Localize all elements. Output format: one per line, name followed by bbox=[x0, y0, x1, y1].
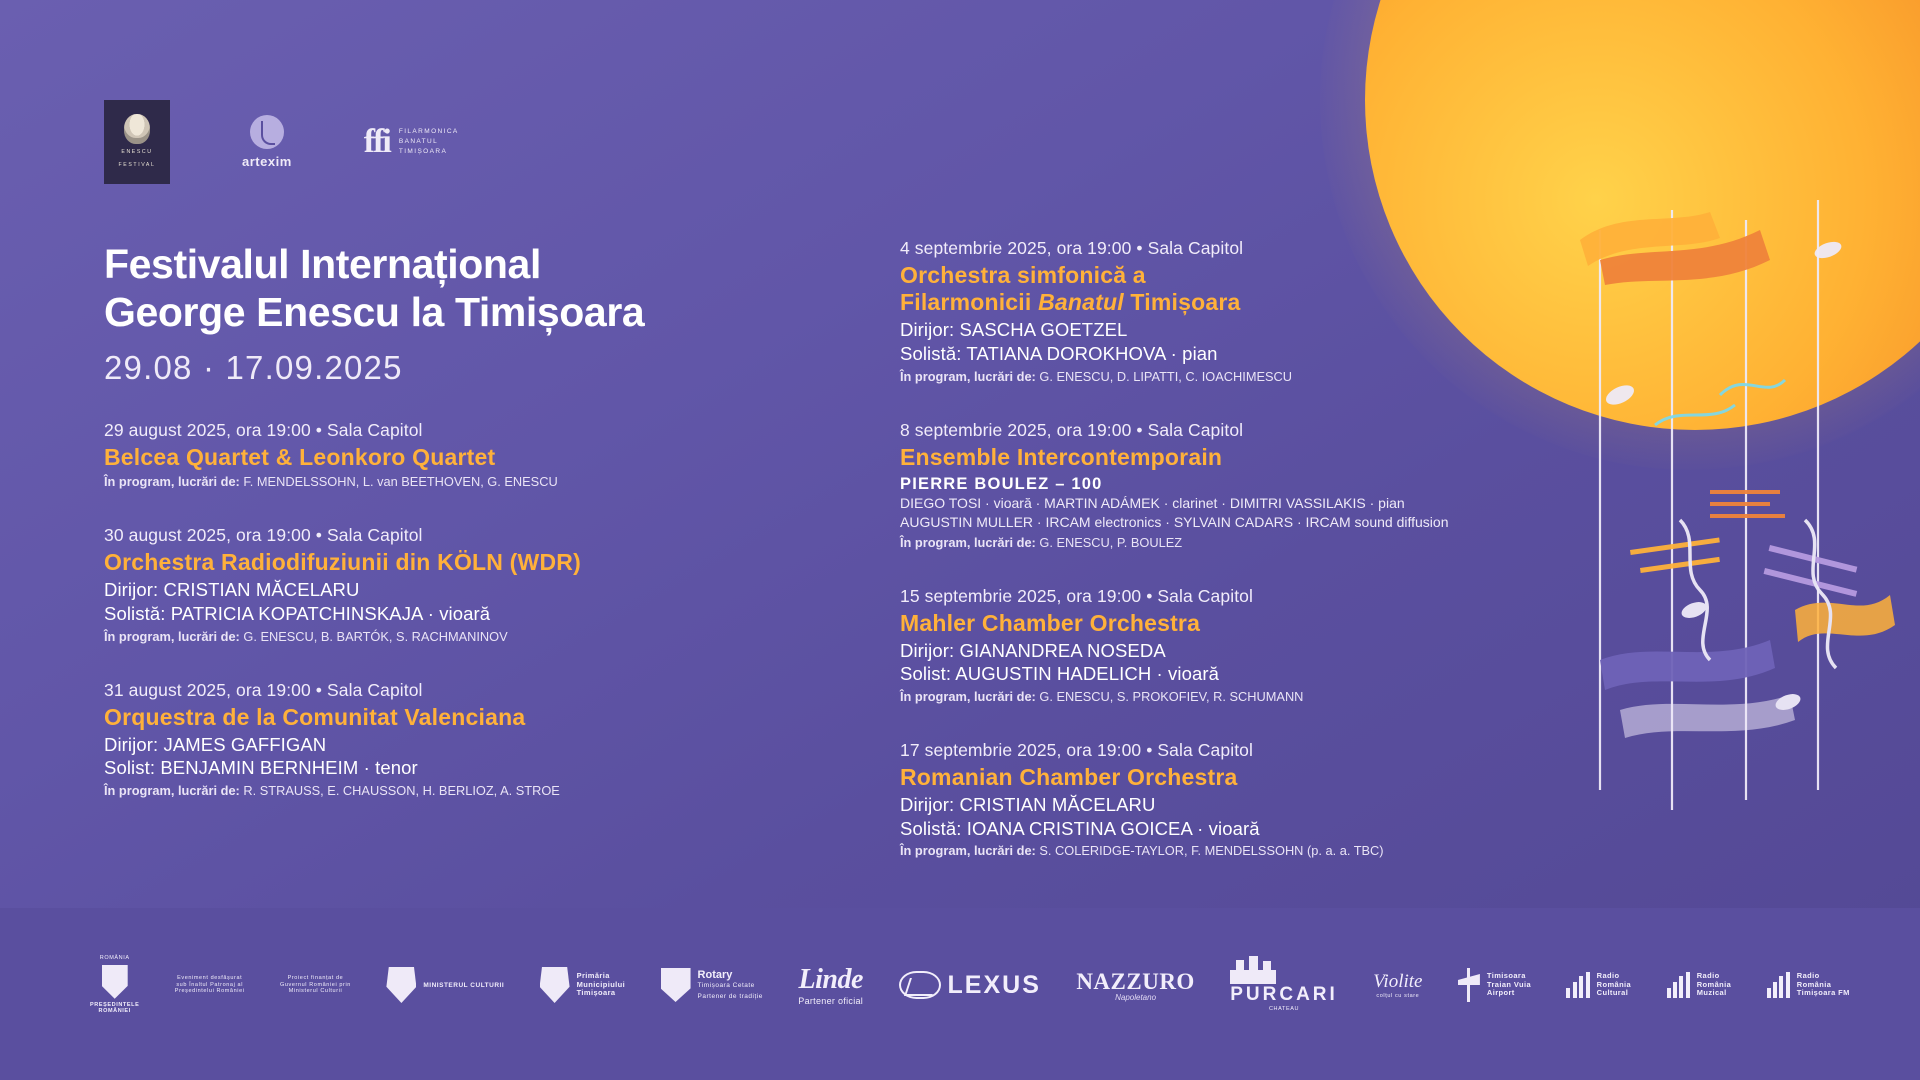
event-title: Romanian Chamber Orchestra bbox=[900, 763, 1238, 790]
artexim-logo bbox=[242, 115, 292, 169]
sponsor-government-note bbox=[280, 975, 351, 994]
rrm-line-2: România bbox=[1696, 979, 1732, 989]
sponsor-rotary bbox=[661, 968, 763, 1002]
rrm-line-1: Radio bbox=[1696, 970, 1720, 980]
presidency-line-3: ROMÂNIEI bbox=[98, 1008, 131, 1015]
event-title-line-2-italic: Banatul bbox=[1038, 289, 1124, 316]
primaria-line-3: Timișoara bbox=[576, 988, 616, 998]
rrt-line-1: Radio bbox=[1796, 970, 1820, 980]
sponsor-radio-romania-cultural bbox=[1566, 972, 1631, 999]
event-program bbox=[900, 689, 1600, 704]
rotary-line-2: Timișoara Cetate bbox=[697, 981, 755, 989]
government-line-1: Proiect finanțat de bbox=[287, 975, 344, 982]
enescu-logo-caption-2: FESTIVAL bbox=[118, 162, 156, 168]
rrm-line-3: Muzical bbox=[1696, 988, 1727, 998]
nazzuro-wordmark: NAZZURO bbox=[1076, 968, 1195, 994]
event-soloist: Solistă: TATIANA DOROKHOVA · pian bbox=[900, 342, 1218, 364]
patronage-line-3: Președintelui României bbox=[174, 988, 245, 995]
violite-wordmark: Violite bbox=[1373, 970, 1423, 992]
primaria-crest-icon bbox=[540, 967, 570, 1003]
events-column-left bbox=[104, 420, 804, 834]
presidency-country: ROMÂNIA bbox=[99, 955, 130, 962]
event-title: Ensemble Intercontemporain bbox=[900, 443, 1223, 470]
event-program bbox=[104, 474, 804, 489]
event-program bbox=[104, 783, 804, 798]
event-soloist: Solistă: PATRICIA KOPATCHINSKAJA · vioară bbox=[104, 602, 491, 624]
artexim-logo-label: artexim bbox=[242, 154, 292, 169]
rrt-line-2: România bbox=[1796, 979, 1832, 989]
event-conductor: Dirijor: JAMES GAFFIGAN bbox=[104, 733, 327, 755]
sponsor-radio-romania-muzical bbox=[1667, 972, 1732, 999]
linde-partner-label: Partener oficial bbox=[798, 996, 864, 1007]
nazzuro-tagline: Napoletano bbox=[1115, 992, 1157, 1002]
government-line-3: Ministerul Culturii bbox=[288, 988, 343, 995]
airport-line-1: Timisoara bbox=[1486, 970, 1526, 980]
violite-tagline: colțul cu stare bbox=[1376, 992, 1420, 999]
event-when: 31 august 2025, ora 19:00 • Sala Capitol bbox=[104, 679, 423, 700]
primaria-line-1: Primăria bbox=[576, 970, 610, 980]
purcari-castle-icon bbox=[1230, 958, 1276, 984]
presidency-line-2: PREȘEDINTELE bbox=[90, 1001, 140, 1008]
event-subtitle: PIERRE BOULEZ – 100 bbox=[900, 474, 1103, 493]
filarmonica-line-1: FILARMONICA bbox=[398, 127, 459, 135]
sponsor-lexus bbox=[899, 971, 1041, 1000]
event-program-label: În program, lucrări de: bbox=[104, 474, 240, 490]
airplane-icon bbox=[1458, 968, 1480, 1002]
event-soloist: Solist: BENJAMIN BERNHEIM · tenor bbox=[104, 757, 418, 779]
event-program-label: În program, lucrări de: bbox=[900, 688, 1036, 704]
event-title: Orquestra de la Comunitat Valenciana bbox=[104, 703, 526, 730]
event-program-works: G. ENESCU, D. LIPATTI, C. IOACHIMESCU bbox=[1035, 368, 1293, 384]
event-item bbox=[900, 420, 1600, 550]
radio-romania-bars-icon bbox=[1566, 972, 1589, 998]
sponsor-presidency-romania bbox=[90, 955, 139, 1014]
sponsor-radio-romania-timisoara-fm bbox=[1767, 972, 1850, 999]
filarmonica-banatul-logo bbox=[364, 125, 459, 159]
event-program bbox=[900, 843, 1600, 858]
event-program-works: G. ENESCU, S. PROKOFIEV, R. SCHUMANN bbox=[1035, 688, 1304, 704]
sponsor-strip bbox=[0, 908, 1920, 1080]
sponsor-primaria-timisoara bbox=[540, 967, 626, 1003]
title-line-1: Festivalul Internațional bbox=[104, 241, 541, 287]
event-program-works: R. STRAUSS, E. CHAUSSON, H. BERLIOZ, A. STROE bbox=[239, 783, 560, 799]
events-column-right bbox=[900, 238, 1600, 894]
event-title: Mahler Chamber Orchestra bbox=[900, 609, 1201, 636]
rrt-line-3: Timișoara FM bbox=[1796, 988, 1850, 998]
event-when: 30 august 2025, ora 19:00 • Sala Capitol bbox=[104, 525, 423, 546]
filarmonica-line-2: BANATUL bbox=[398, 137, 439, 145]
filarmonica-line-3: TIMIȘOARA bbox=[398, 148, 448, 156]
coat-of-arms-icon bbox=[102, 965, 128, 999]
event-program-label: În program, lucrări de: bbox=[900, 534, 1036, 550]
event-when: 8 septembrie 2025, ora 19:00 • Sala Capitol bbox=[900, 419, 1244, 440]
artexim-disc-icon bbox=[250, 115, 284, 149]
rotary-line-3: Partener de tradiție bbox=[697, 993, 763, 1001]
event-title bbox=[900, 262, 1600, 316]
event-program-works: G. ENESCU, P. BOULEZ bbox=[1035, 534, 1183, 550]
event-program-label: În program, lucrări de: bbox=[900, 843, 1036, 859]
rrc-line-2: România bbox=[1596, 979, 1632, 989]
sponsor-violite bbox=[1373, 971, 1422, 1000]
enescu-portrait-icon bbox=[124, 114, 150, 144]
event-item bbox=[900, 586, 1600, 704]
rrc-line-3: Cultural bbox=[1596, 988, 1629, 998]
radio-romania-bars-icon bbox=[1767, 972, 1790, 998]
enescu-logo-caption-1: ENESCU bbox=[121, 149, 153, 156]
patronage-line-1: Eveniment desfășurat bbox=[177, 975, 243, 982]
patronage-line-2: sub Înaltul Patronaj al bbox=[176, 981, 244, 988]
sponsor-ministry-of-culture bbox=[386, 967, 504, 1003]
filarmonica-logo-text bbox=[399, 127, 459, 157]
event-item bbox=[104, 525, 804, 643]
event-program-label: În program, lucrări de: bbox=[104, 628, 240, 644]
event-when: 15 septembrie 2025, ora 19:00 • Sala Capitol bbox=[900, 585, 1253, 606]
event-title-line-2a: Filarmonicii bbox=[900, 289, 1039, 316]
sponsor-nazzuro bbox=[1076, 968, 1195, 1003]
event-item bbox=[104, 680, 804, 798]
primaria-line-2: Municipiului bbox=[576, 979, 626, 989]
top-logo-bar bbox=[104, 100, 459, 184]
event-title: Orchestra Radiodifuziunii din KÖLN (WDR) bbox=[104, 549, 581, 576]
event-item bbox=[900, 740, 1600, 858]
event-conductor: Dirijor: GIANANDREA NOSEDA bbox=[900, 639, 1166, 661]
decorative-strings-artwork bbox=[1560, 190, 1920, 870]
rrc-line-1: Radio bbox=[1596, 970, 1620, 980]
festival-dates: 29.08 · 17.09.2025 bbox=[104, 348, 403, 386]
event-conductor: Dirijor: CRISTIAN MĂCELARU bbox=[900, 794, 1156, 816]
event-title-line-2b: Timișoara bbox=[1123, 289, 1241, 316]
event-program bbox=[104, 629, 804, 644]
event-when: 17 septembrie 2025, ora 19:00 • Sala Capitol bbox=[900, 739, 1253, 760]
enescu-festival-logo bbox=[104, 100, 170, 184]
event-soloist: Solistă: IOANA CRISTINA GOICEA · vioară bbox=[900, 817, 1260, 839]
event-title-line-1: Orchestra simfonică a bbox=[900, 262, 1146, 288]
event-program-works: S. COLERIDGE-TAYLOR, F. MENDELSSOHN (p. a. a. TBC) bbox=[1035, 843, 1384, 859]
rotary-line-1: Rotary bbox=[697, 968, 733, 981]
event-when: 29 august 2025, ora 19:00 • Sala Capitol bbox=[104, 420, 423, 440]
filarmonica-monogram-icon: ffi bbox=[363, 123, 390, 160]
event-performers-line-2: AUGUSTIN MULLER · IRCAM electronics · SYLVAIN CADARS · IRCAM sound diffusion bbox=[900, 513, 1449, 530]
purcari-wordmark: PURCARI bbox=[1230, 983, 1338, 1005]
page-title bbox=[104, 240, 864, 337]
rotary-wheel-icon bbox=[661, 968, 691, 1002]
ministry-of-culture-label: MINISTERUL CULTURII bbox=[423, 981, 505, 989]
event-title: Belcea Quartet & Leonkoro Quartet bbox=[104, 444, 496, 470]
event-conductor: Dirijor: CRISTIAN MĂCELARU bbox=[104, 579, 360, 601]
title-line-2: George Enescu la Timișoara bbox=[104, 289, 645, 336]
event-program bbox=[900, 535, 1600, 550]
linde-wordmark: Linde bbox=[798, 964, 863, 996]
sponsor-linde bbox=[798, 963, 863, 1007]
festival-headline bbox=[104, 240, 864, 387]
lexus-wordmark: LEXUS bbox=[947, 970, 1041, 999]
event-program bbox=[900, 369, 1600, 384]
event-item bbox=[900, 238, 1600, 384]
sponsor-patronage-note bbox=[175, 975, 245, 994]
event-soloist: Solist: AUGUSTIN HADELICH · vioară bbox=[900, 663, 1220, 685]
government-line-2: Guvernul României prin bbox=[279, 981, 351, 988]
lexus-logo-icon bbox=[899, 971, 941, 999]
radio-romania-bars-icon bbox=[1667, 972, 1690, 998]
event-program-works: G. ENESCU, B. BARTÓK, S. RACHMANINOV bbox=[239, 628, 508, 644]
event-performers-line-1: DIEGO TOSI · vioară · MARTIN ADÁMEK · clarinet · DIMITRI VASSILAKIS · pian bbox=[900, 494, 1405, 511]
event-item bbox=[104, 420, 804, 489]
airport-line-2: Traian Vuia bbox=[1486, 979, 1532, 989]
sponsor-timisoara-airport bbox=[1458, 968, 1531, 1002]
ministry-crest-icon bbox=[386, 967, 416, 1003]
airport-line-3: Airport bbox=[1486, 988, 1515, 998]
event-program-works: F. MENDELSSOHN, L. van BEETHOVEN, G. ENESCU bbox=[239, 474, 558, 490]
event-program-label: În program, lucrări de: bbox=[104, 783, 240, 799]
sponsor-purcari bbox=[1230, 958, 1338, 1013]
event-conductor: Dirijor: SASCHA GOETZEL bbox=[900, 319, 1128, 341]
event-program-label: În program, lucrări de: bbox=[900, 368, 1036, 384]
purcari-sub: CHATEAU bbox=[1268, 1005, 1300, 1012]
event-when: 4 septembrie 2025, ora 19:00 • Sala Capitol bbox=[900, 238, 1244, 258]
